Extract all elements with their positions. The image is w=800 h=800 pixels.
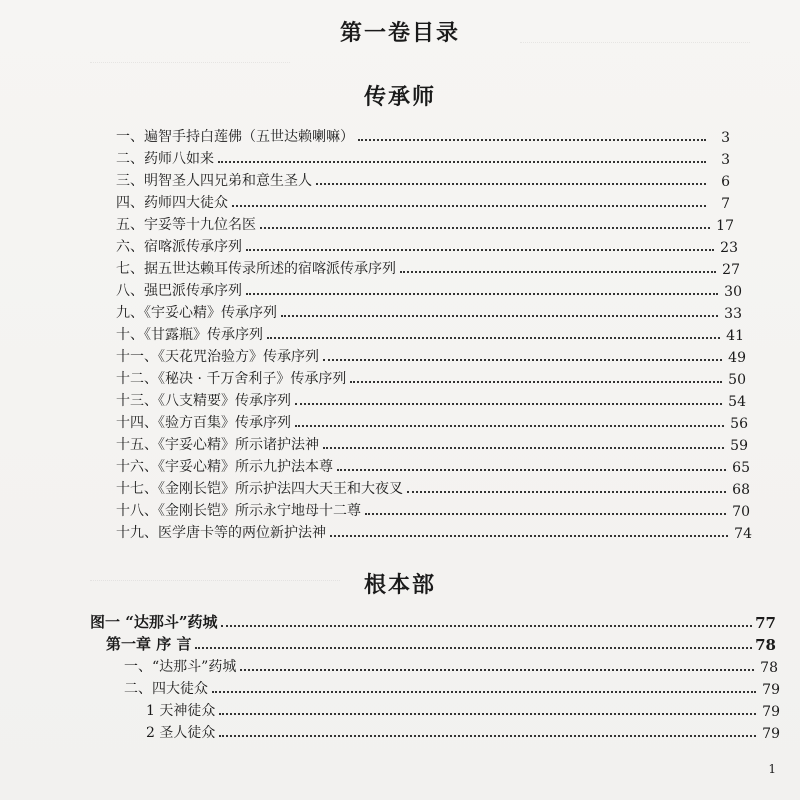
- toc-entry-page: 70: [732, 504, 750, 520]
- toc-entry[interactable]: [116, 388, 746, 410]
- leader-dots: [212, 691, 756, 693]
- toc-entry-page: 56: [730, 416, 748, 432]
- toc-entry-page: 74: [734, 526, 752, 542]
- toc-entry-text: 2 圣人徒众: [146, 725, 216, 741]
- toc-entry-text: 三、明智圣人四兄弟和意生圣人: [116, 173, 312, 189]
- toc-entry[interactable]: [116, 498, 750, 520]
- toc-entry[interactable]: [116, 146, 730, 168]
- section-title-lineage: 传承师: [363, 84, 436, 110]
- toc-entry-page: 54: [728, 394, 746, 410]
- page-number: 1: [768, 762, 776, 776]
- leader-dots: [330, 535, 728, 537]
- toc-entry-page: 59: [730, 438, 748, 454]
- toc-entry-page: 50: [728, 372, 746, 388]
- toc-entry-text: 一、“达那斗”药城: [124, 659, 237, 675]
- toc-entry[interactable]: [116, 476, 750, 498]
- toc-entry-page: 23: [720, 240, 738, 256]
- toc-entry-text: 第一章 序 言: [106, 635, 192, 653]
- toc-entry[interactable]: [116, 300, 742, 322]
- toc-entry-page: 49: [728, 350, 746, 366]
- toc-entry-page: 79: [762, 704, 780, 720]
- toc-entry-text: 一、遍智手持白莲佛（五世达赖喇嘛）: [116, 129, 354, 145]
- leader-dots: [195, 647, 752, 649]
- leader-dots: [350, 381, 722, 383]
- toc-entry-text: 十、《甘露瓶》传承序列: [116, 327, 263, 343]
- leader-dots: [219, 735, 756, 737]
- toc-entry-page: 27: [722, 262, 740, 278]
- toc-entry[interactable]: [116, 366, 746, 388]
- toc-entry-text: 十三、《八支精要》传承序列: [116, 393, 291, 409]
- leader-dots: [240, 669, 754, 671]
- leader-dots: [295, 425, 724, 427]
- toc-entry-text: 二、药师八如来: [116, 151, 214, 167]
- toc-entry-text: 五、宇妥等十九位名医: [116, 217, 256, 233]
- toc-entry-text: 十八、《金刚长铠》所示永宁地母十二尊: [116, 503, 361, 519]
- leader-dots: [323, 359, 722, 361]
- leader-dots: [316, 183, 706, 185]
- leader-dots: [295, 403, 722, 405]
- toc-entry[interactable]: [116, 190, 730, 212]
- leader-dots: [358, 139, 706, 141]
- toc-entry[interactable]: [146, 720, 780, 742]
- toc-entry-text: 十五、《宇妥心精》所示诸护法神: [116, 437, 319, 453]
- toc-entry-page: 79: [762, 726, 780, 742]
- toc-entry[interactable]: [116, 256, 740, 278]
- toc-entry-page: 65: [732, 460, 750, 476]
- leader-dots: [337, 469, 726, 471]
- toc-entry-page: 77: [755, 614, 776, 632]
- toc-entry-page: 78: [755, 636, 776, 654]
- toc-entry-page: 6: [721, 174, 730, 190]
- toc-entry-text: 十九、医学唐卡等的两位新护法神: [116, 525, 326, 541]
- leader-dots: [232, 205, 706, 207]
- leader-dots: [246, 249, 714, 251]
- leader-dots: [323, 447, 724, 449]
- leader-dots: [246, 293, 718, 295]
- toc-entry-text: 十七、《金刚长铠》所示护法四大天王和大夜叉: [116, 481, 403, 497]
- toc-entry-text: 九、《宇妥心精》传承序列: [116, 305, 277, 321]
- toc-entry-text: 十一、《天花咒治验方》传承序列: [116, 349, 319, 365]
- toc-entry-text: 七、据五世达赖耳传录所述的宿喀派传承序列: [116, 261, 396, 277]
- toc-entry[interactable]: [124, 654, 778, 676]
- leader-dots: [281, 315, 718, 317]
- toc-entry-page: 3: [721, 130, 730, 146]
- toc-entry[interactable]: [90, 610, 776, 632]
- toc-entry[interactable]: [146, 698, 780, 720]
- toc-entry-text: 十二、《秘决 · 千万舍利子》传承序列: [116, 371, 347, 387]
- volume-title: 第一卷目录: [339, 20, 460, 46]
- leader-dots: [218, 161, 706, 163]
- toc-entry-page: 41: [726, 328, 744, 344]
- toc-entry-text: 六、宿喀派传承序列: [116, 239, 242, 255]
- leader-dots: [221, 625, 752, 627]
- toc-entry[interactable]: [116, 124, 730, 146]
- leader-dots: [400, 271, 716, 273]
- toc-entry[interactable]: [116, 234, 738, 256]
- toc-entry[interactable]: [116, 322, 744, 344]
- toc-entry-page: 79: [762, 682, 780, 698]
- toc-entry-text: 十四、《验方百集》传承序列: [116, 415, 291, 431]
- leader-dots: [407, 491, 726, 493]
- bleed-through-mark: [90, 62, 290, 64]
- toc-entry-text: 1 天神徒众: [146, 703, 216, 719]
- section-title-root-tantra: 根本部: [363, 572, 436, 598]
- toc-entry-text: 二、四大徒众: [124, 681, 208, 697]
- toc-entry[interactable]: [116, 432, 748, 454]
- toc-entry-text: 图一 “达那斗”药城: [90, 613, 218, 631]
- toc-entry-text: 八、强巴派传承序列: [116, 283, 242, 299]
- toc-entry[interactable]: [116, 454, 750, 476]
- toc-entry[interactable]: [116, 278, 742, 300]
- toc-entry-page: 7: [721, 196, 730, 212]
- toc-entry-text: 四、药师四大徒众: [116, 195, 228, 211]
- toc-entry[interactable]: [116, 212, 734, 234]
- toc-entry[interactable]: [116, 520, 752, 542]
- leader-dots: [260, 227, 710, 229]
- toc-entry[interactable]: [116, 168, 730, 190]
- toc-entry[interactable]: [116, 344, 746, 366]
- toc-entry-page: 17: [716, 218, 734, 234]
- toc-entry-text: 十六、《宇妥心精》所示九护法本尊: [116, 459, 333, 475]
- toc-entry-page: 68: [732, 482, 750, 498]
- toc-entry[interactable]: [124, 676, 780, 698]
- toc-entry-page: 3: [721, 152, 730, 168]
- leader-dots: [365, 513, 726, 515]
- toc-entry-page: 30: [724, 284, 742, 300]
- leader-dots: [267, 337, 720, 339]
- toc-entry[interactable]: [116, 410, 748, 432]
- toc-entry[interactable]: [106, 632, 776, 654]
- toc-entry-page: 78: [760, 660, 778, 676]
- leader-dots: [219, 713, 756, 715]
- toc-entry-page: 33: [724, 306, 742, 322]
